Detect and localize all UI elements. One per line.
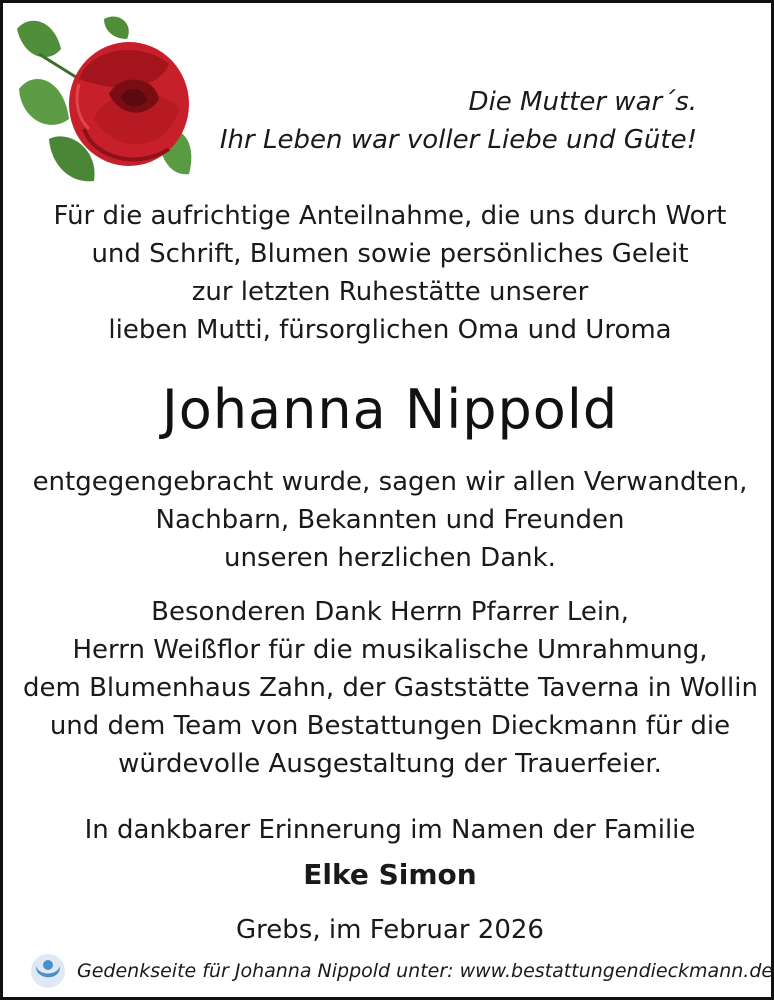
place-date [23, 911, 757, 949]
intro-line: und Schrift, Blumen sowie persönliches Geleit [91, 239, 689, 269]
special-thanks-line: würdevolle Ausgestaltung der Trauerfeier. [118, 749, 662, 779]
motto-line-1: Die Mutter war´s. [468, 87, 697, 117]
thanks-line: entgegengebracht wurde, sagen wir allen Verwandten, [32, 467, 748, 497]
intro-line: zur letzten Ruhestätte unserer [191, 277, 589, 307]
intro-line: Für die aufrichtige Anteilnahme, die uns durch Wort [53, 201, 727, 231]
intro-line: lieben Mutti, fürsorglichen Oma und Uroma [108, 315, 672, 345]
thanks-line: unseren herzlichen Dank. [224, 543, 556, 573]
thanks-text [23, 463, 757, 577]
special-thanks-line: dem Blumenhaus Zahn, der Gaststätte Taverna in Wollin [23, 673, 758, 703]
special-thanks-line: und dem Team von Bestattungen Dieckmann für die [49, 711, 731, 741]
thanks-line: Nachbarn, Bekannten und Freunden [155, 505, 625, 535]
special-thanks-line: Herrn Weißflor für die musikalische Umrahmung, [72, 635, 708, 665]
rose-icon [9, 9, 199, 189]
footer [29, 951, 774, 991]
memorial-page-link[interactable]: Gedenkseite für Johanna Nippold unter: www.bestattungendieckmann.de [77, 960, 774, 982]
special-thanks-line: Besonderen Dank Herrn Pfarrer Lein, [151, 597, 629, 627]
signer-name: Elke Simon [303, 858, 477, 891]
memorial-logo-icon [29, 952, 67, 990]
motto-line-2: Ihr Leben war voller Liebe und Güte! [219, 125, 697, 155]
closing-text [23, 811, 757, 849]
place-date-line: Grebs, im Februar 2026 [236, 915, 544, 945]
special-thanks-text [23, 593, 757, 783]
motto [220, 83, 697, 159]
deceased-name: Johanna Nippold [161, 378, 619, 441]
closing-line: In dankbarer Erinnerung im Namen der Familie [84, 815, 696, 845]
intro-text [23, 197, 757, 349]
